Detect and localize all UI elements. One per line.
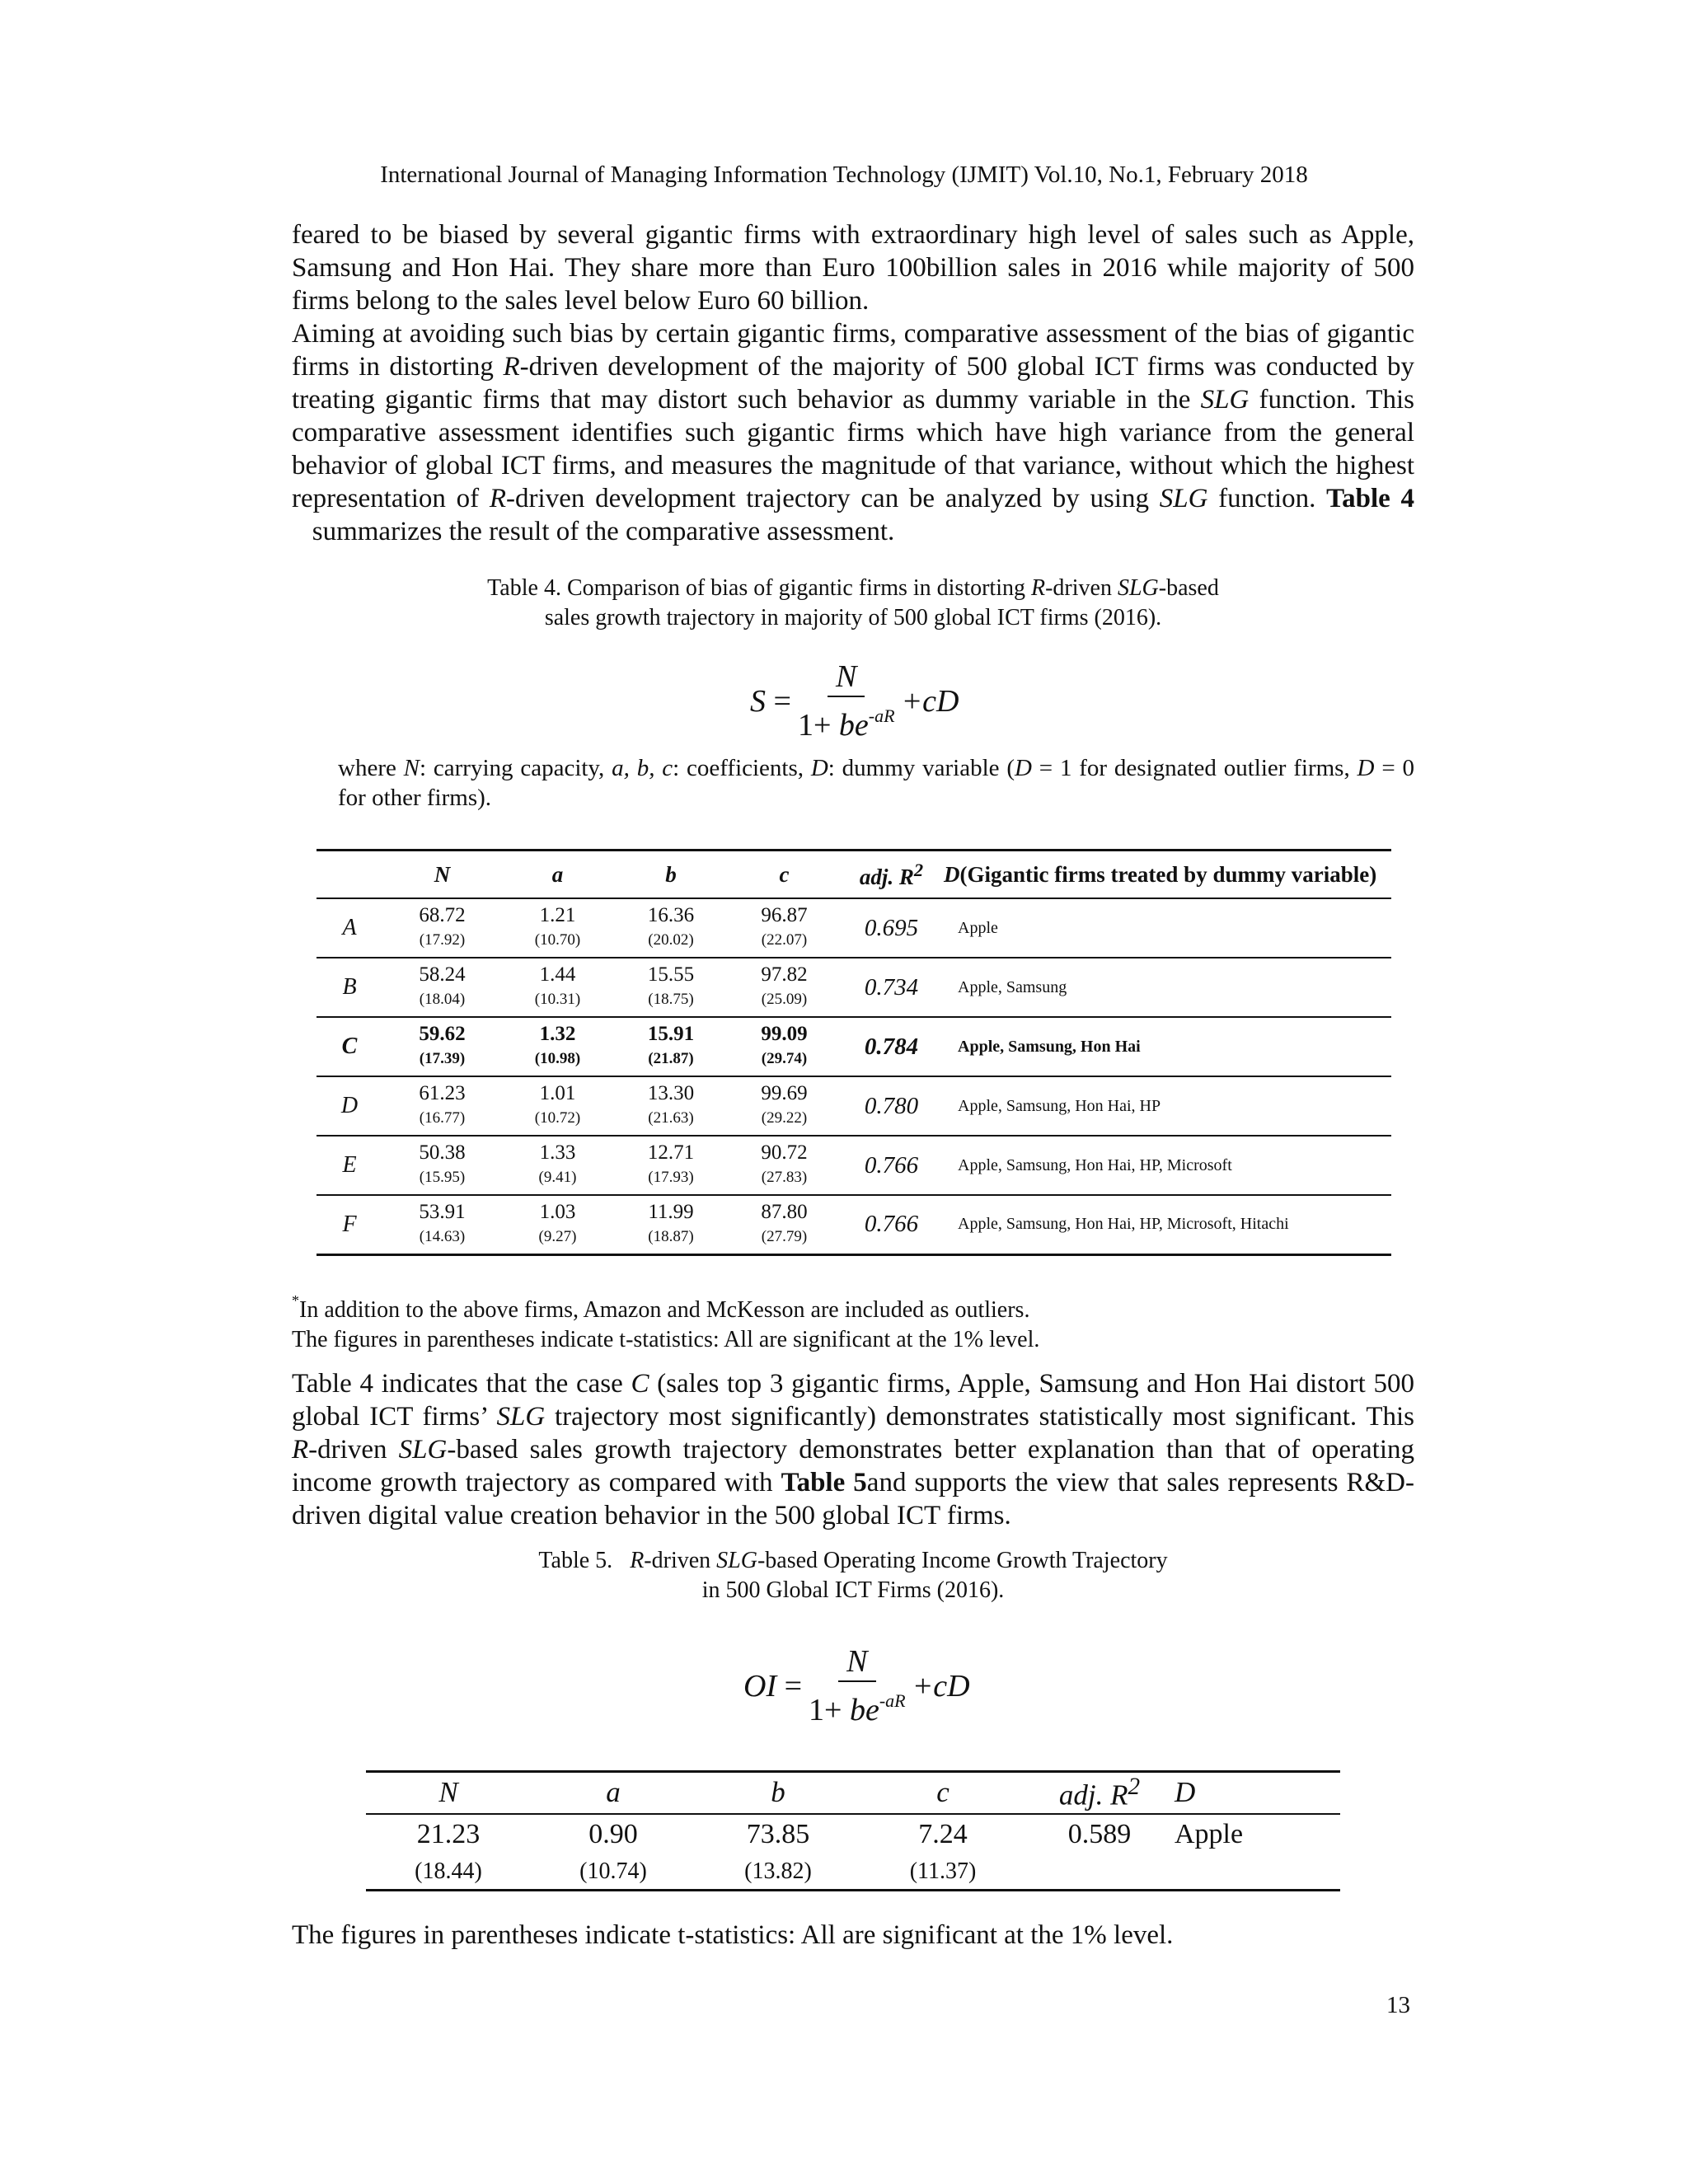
table4-equation: S = $\frac{N}{1+ be^{-aR}}$ +cD [750, 659, 959, 743]
table4-header-n: N [434, 861, 451, 887]
table-row: B 58.24 (18.04) 1.44 (10.31) 15.55 (18.75) 97.82 (25.09) 0.734 Apple, Samsung [316, 958, 1391, 1017]
intro-text [292, 218, 1414, 548]
journal-header: International Journal of Managing Information Technology (IJMIT) Vol.10, No.1, February 2018 [380, 162, 1308, 188]
table4-header-case [316, 851, 382, 899]
table4-variable-definitions: where N: carrying capacity, a, b, c: coefficients, D: dummy variable (D = 1 for designated outlier firms, D = 0 for other firms). [338, 755, 1415, 811]
table-row: A 68.72 (17.92) 1.21 (10.70) 16.36 (20.02) 96.87 (22.07) 0.695 Apple [316, 898, 1391, 958]
intro-paragraph-2: Aiming at avoiding such bias by certain gigantic firms, comparative assessment of the bias of gigantic firms in distorting R-driven development of the majority of 500 global ICT firms was conducted by treating gigantic firms that may distort such behavior as dummy variable in the SLG function. This comparative assessment identifies such gigantic firms which have high variance from the general behavior of global ICT firms, and measures the magnitude of that variance, without which the highest representation of R-driven development trajectory can be analyzed by using SLG function. Table 4 summarizes the result of the comparative assessment. [292, 319, 1415, 546]
table4-header-b: b [665, 861, 677, 887]
table5 [366, 1770, 1340, 1891]
table5-header-adj-r2: adj. $R^2$ [1058, 1774, 1141, 1811]
table4-header-c: c [779, 861, 790, 887]
table-row: E 50.38 (15.95) 1.33 (9.41) 12.71 (17.93) 90.72 (27.83) 0.766 Apple, Samsung, Hon Hai, HP, Microsoft [316, 1136, 1391, 1195]
table-row: F 53.91 (14.63) 1.03 (9.27) 11.99 (18.87) 87.80 (27.79) 0.766 Apple, Samsung, Hon Hai, HP, Microsoft, Hitachi [316, 1195, 1391, 1254]
table5-header-a: a [606, 1776, 621, 1809]
table4-header-a: a [551, 861, 564, 887]
table4-header-row [316, 851, 1391, 899]
discussion-paragraph: Table 4 indicates that the case C (sales top 3 gigantic firms, Apple, Samsung and Hon Hai distort 500 global ICT firms’ SLG trajectory most significantly) demonstrates statistically most significant. This R-driven SLG-based sales growth trajectory demonstrates better explanation than that of operating income growth trajectory as compared with Table 5and supports the view that sales represents R&D-driven digital value creation behavior in the 500 global ICT firms. [292, 1369, 1415, 1530]
table5-header-c: c [936, 1776, 950, 1809]
table4-header-dummy: D(Gigantic firms treated by dummy variable) [944, 861, 1377, 887]
table4-header-adj-r2: adj. $R^2$ [859, 859, 924, 889]
table4-caption: Table 4. Comparison of bias of gigantic firms in distorting R-driven SLG-based sales growth trajectory in majority of 500 global ICT firms (2016). [487, 575, 1219, 630]
table5-header-row [366, 1772, 1340, 1814]
table-row-highlighted: C 59.62 (17.39) 1.32 (10.98) 15.91 (21.87) 99.09 (29.74) 0.784 Apple, Samsung, Hon Hai [316, 1017, 1391, 1076]
table-row-tstats: (18.44) (10.74) (13.82) (11.37) [366, 1854, 1340, 1891]
table4 [316, 849, 1391, 1256]
table5-header-dummy: D [1175, 1776, 1196, 1809]
table5-note: The figures in parentheses indicate t-statistics: All are significant at the 1% level. [292, 1920, 1174, 1950]
table5-header-n: N [438, 1776, 458, 1809]
table5-header-b: b [771, 1776, 785, 1809]
table-row: D 61.23 (16.77) 1.01 (10.72) 13.30 (21.63) 99.69 (29.22) 0.780 Apple, Samsung, Hon Hai, HP [316, 1076, 1391, 1136]
table5-equation: OI = $\frac{N}{1+ be^{-aR}}$ +cD [743, 1644, 970, 1727]
table4-notes: *In addition to the above firms, Amazon and McKesson are included as outliers. The figures in parentheses indicate t-statistics: All are significant at the 1% level. [292, 1292, 1040, 1352]
table-row: 21.23 0.90 73.85 7.24 0.589 Apple [416, 1818, 1244, 1849]
page-number: 13 [1386, 1992, 1410, 2018]
intro-paragraph-1: feared to be biased by several gigantic firms with extraordinary high level of sales such as Apple, Samsung and Hon Hai. They share more than Euro 100billion sales in 2016 while majority of 500 firms belong to the sales level below Euro 60 billion. [292, 220, 1414, 316]
table5-caption: Table 5. R-driven SLG-based Operating Income Growth Trajectory in 500 Global ICT Firms (2016). [538, 1548, 1168, 1603]
